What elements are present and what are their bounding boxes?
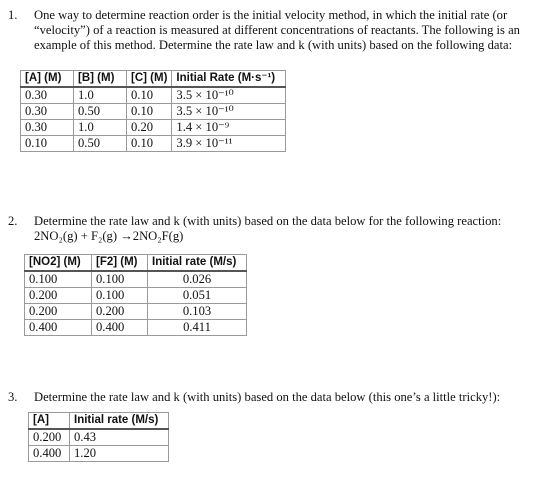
cell: 0.400 bbox=[29, 446, 70, 462]
table-row bbox=[21, 136, 286, 152]
table-row bbox=[29, 429, 169, 446]
table-3-header-rate: Initial rate (M/s) bbox=[70, 413, 169, 430]
table-row bbox=[25, 288, 247, 304]
cell: 3.5 × 10⁻¹⁰ bbox=[172, 87, 286, 104]
question-2-text: Determine the rate law and k (with units) based on the data below for the following reaction: bbox=[34, 214, 502, 228]
question-1-number: 1. bbox=[8, 8, 18, 22]
table-1 bbox=[20, 70, 286, 152]
cell: 1.0 bbox=[74, 87, 127, 104]
cell: 1.20 bbox=[70, 446, 169, 462]
table-row bbox=[25, 304, 247, 320]
cell: 0.50 bbox=[74, 136, 127, 152]
reaction-equation: 2NO₂(g) + F₂(g) →2NO₂F(g) bbox=[34, 229, 184, 243]
cell: 0.30 bbox=[21, 87, 74, 104]
cell: 0.200 bbox=[92, 304, 148, 320]
table-row bbox=[25, 320, 247, 336]
table-1-header-a: [A] (M) bbox=[21, 71, 74, 88]
table-2 bbox=[24, 254, 247, 336]
table-1-header-b: [B] (M) bbox=[74, 71, 127, 88]
question-1 bbox=[8, 8, 548, 53]
cell: 0.20 bbox=[127, 120, 172, 136]
table-row bbox=[29, 446, 169, 462]
cell: 0.411 bbox=[148, 320, 247, 336]
cell: 0.100 bbox=[92, 288, 148, 304]
table-3-header-a: [A] bbox=[29, 413, 70, 430]
cell: 3.5 × 10⁻¹⁰ bbox=[172, 104, 286, 120]
question-2 bbox=[8, 214, 553, 244]
cell: 0.10 bbox=[127, 87, 172, 104]
cell: 0.400 bbox=[92, 320, 148, 336]
cell: 0.10 bbox=[21, 136, 74, 152]
cell: 0.200 bbox=[25, 304, 92, 320]
cell: 0.30 bbox=[21, 120, 74, 136]
table-row bbox=[21, 120, 286, 136]
table-2-header-rate: Initial rate (M/s) bbox=[148, 255, 247, 272]
table-2-header-f2: [F2] (M) bbox=[92, 255, 148, 272]
cell: 0.026 bbox=[148, 271, 247, 288]
cell: 0.100 bbox=[92, 271, 148, 288]
table-3 bbox=[28, 412, 169, 462]
cell: 0.10 bbox=[127, 104, 172, 120]
question-3-text: Determine the rate law and k (with units) based on the data below (this one’s a little tricky!): bbox=[34, 390, 501, 404]
table-row bbox=[25, 271, 247, 288]
question-3 bbox=[8, 390, 553, 405]
table-1-header-c: [C] (M) bbox=[127, 71, 172, 88]
table-2-header-no2: [NO2] (M) bbox=[25, 255, 92, 272]
question-1-text: One way to determine reaction order is the initial velocity method, in which the initial rate (or “velocity”) of a reaction is measured at different concentrations of reactants. The following is an example of this method. Determine the rate law and k (with units) based on the following data: bbox=[34, 8, 520, 52]
cell: 0.400 bbox=[25, 320, 92, 336]
cell: 1.0 bbox=[74, 120, 127, 136]
cell: 0.103 bbox=[148, 304, 247, 320]
table-row bbox=[21, 104, 286, 120]
cell: 0.30 bbox=[21, 104, 74, 120]
cell: 0.50 bbox=[74, 104, 127, 120]
cell: 3.9 × 10⁻¹¹ bbox=[172, 136, 286, 152]
cell: 0.200 bbox=[25, 288, 92, 304]
table-row bbox=[21, 87, 286, 104]
question-2-number: 2. bbox=[8, 214, 18, 228]
cell: 0.100 bbox=[25, 271, 92, 288]
question-3-number: 3. bbox=[8, 390, 18, 404]
table-1-header-rate: Initial Rate (M·s⁻¹) bbox=[172, 71, 286, 88]
cell: 0.200 bbox=[29, 429, 70, 446]
cell: 0.43 bbox=[70, 429, 169, 446]
cell: 0.051 bbox=[148, 288, 247, 304]
cell: 1.4 × 10⁻⁹ bbox=[172, 120, 286, 136]
cell: 0.10 bbox=[127, 136, 172, 152]
